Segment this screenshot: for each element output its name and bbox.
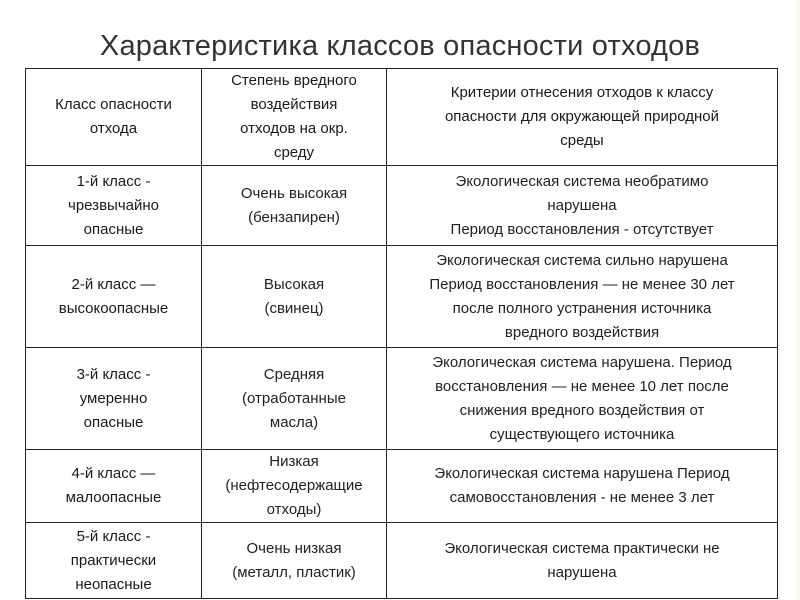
- class-line: 5-й класс -: [76, 527, 151, 545]
- degree-line: (бензапирен): [248, 208, 340, 226]
- class-line: опасные: [83, 413, 144, 431]
- table-header-row: [26, 69, 778, 166]
- class-line: высокоопасные: [58, 299, 169, 317]
- criteria-line: нарушена: [547, 563, 617, 581]
- header-degree-line: среду: [273, 144, 315, 161]
- slide-title: Характеристика классов опасности отходов: [99, 30, 701, 62]
- header-criteria: [387, 69, 778, 166]
- class-cell: [26, 450, 202, 523]
- table-row: [26, 450, 778, 523]
- class-line: опасные: [83, 220, 144, 238]
- class-cell: [26, 166, 202, 246]
- degree-line: масла): [269, 413, 319, 431]
- criteria-line: снижения вредного воздействия от: [459, 401, 705, 419]
- decorative-edge: [794, 0, 800, 600]
- table-row: [26, 166, 778, 246]
- header-degree-line: воздействия: [250, 96, 338, 113]
- criteria-line: восстановления — не менее 10 лет после: [435, 377, 729, 395]
- criteria-line: Экологическая система необратимо: [455, 172, 709, 190]
- degree-line: отходы): [266, 501, 322, 518]
- class-line: 2-й класс —: [71, 275, 156, 293]
- header-class: [26, 69, 202, 166]
- criteria-line: Экологическая система нарушена. Период: [432, 353, 732, 371]
- header-criteria-line: среды: [560, 132, 604, 149]
- class-cell: [26, 246, 202, 348]
- criteria-line: Экологическая система сильно нарушена: [436, 251, 728, 269]
- header-criteria-line: опасности для окружающей природной: [444, 108, 720, 125]
- hazard-class-table: [25, 68, 778, 599]
- criteria-line: самовосстановления - не менее 3 лет: [449, 489, 715, 506]
- table-row: [26, 523, 778, 599]
- criteria-cell: [387, 348, 778, 450]
- degree-line: (металл, пластик): [232, 563, 356, 581]
- degree-cell: [202, 166, 387, 246]
- class-cell: [26, 348, 202, 450]
- class-line: 1-й класс -: [76, 172, 151, 190]
- header-degree-line: Степень вредного: [231, 72, 357, 89]
- header-class-line: отхода: [89, 120, 138, 137]
- degree-line: Очень низкая: [246, 539, 342, 557]
- criteria-cell: [387, 450, 778, 523]
- criteria-cell: [387, 523, 778, 599]
- class-cell: [26, 523, 202, 599]
- class-line: 3-й класс -: [76, 365, 151, 383]
- class-line: 4-й класс —: [71, 465, 156, 482]
- header-criteria-line: Критерии отнесения отходов к классу: [450, 84, 714, 101]
- criteria-line: после полного устранения источника: [452, 299, 712, 317]
- criteria-line: Период восстановления - отсутствует: [450, 220, 714, 238]
- header-degree-line: отходов на окр.: [240, 120, 348, 137]
- degree-line: Средняя: [263, 365, 325, 383]
- class-line: неопасные: [75, 575, 152, 593]
- degree-line: (нефтесодержащие: [225, 477, 363, 494]
- class-line: чрезвычайно: [68, 196, 159, 214]
- degree-line: Высокая: [263, 275, 325, 293]
- degree-cell: [202, 246, 387, 348]
- class-line: практически: [70, 551, 157, 569]
- criteria-cell: [387, 246, 778, 348]
- criteria-line: Период восстановления — не менее 30 лет: [429, 275, 735, 293]
- degree-cell: [202, 348, 387, 450]
- criteria-cell: [387, 166, 778, 246]
- criteria-line: существующего источника: [489, 425, 675, 443]
- header-class-line: Класс опасности: [55, 96, 172, 113]
- degree-line: Очень высокая: [240, 184, 348, 202]
- class-line: малоопасные: [65, 489, 162, 506]
- degree-line: (свинец): [264, 299, 324, 317]
- degree-line: (отработанные: [242, 389, 346, 407]
- criteria-line: Экологическая система практически не: [444, 539, 720, 557]
- header-degree: [202, 69, 387, 166]
- degree-line: Низкая: [269, 453, 319, 470]
- criteria-line: нарушена: [547, 196, 617, 214]
- table-row: [26, 348, 778, 450]
- criteria-line: вредного воздействия: [504, 323, 660, 341]
- degree-cell: [202, 450, 387, 523]
- table-row: [26, 246, 778, 348]
- criteria-line: Экологическая система нарушена Период: [434, 465, 730, 482]
- degree-cell: [202, 523, 387, 599]
- class-line: умеренно: [79, 389, 148, 407]
